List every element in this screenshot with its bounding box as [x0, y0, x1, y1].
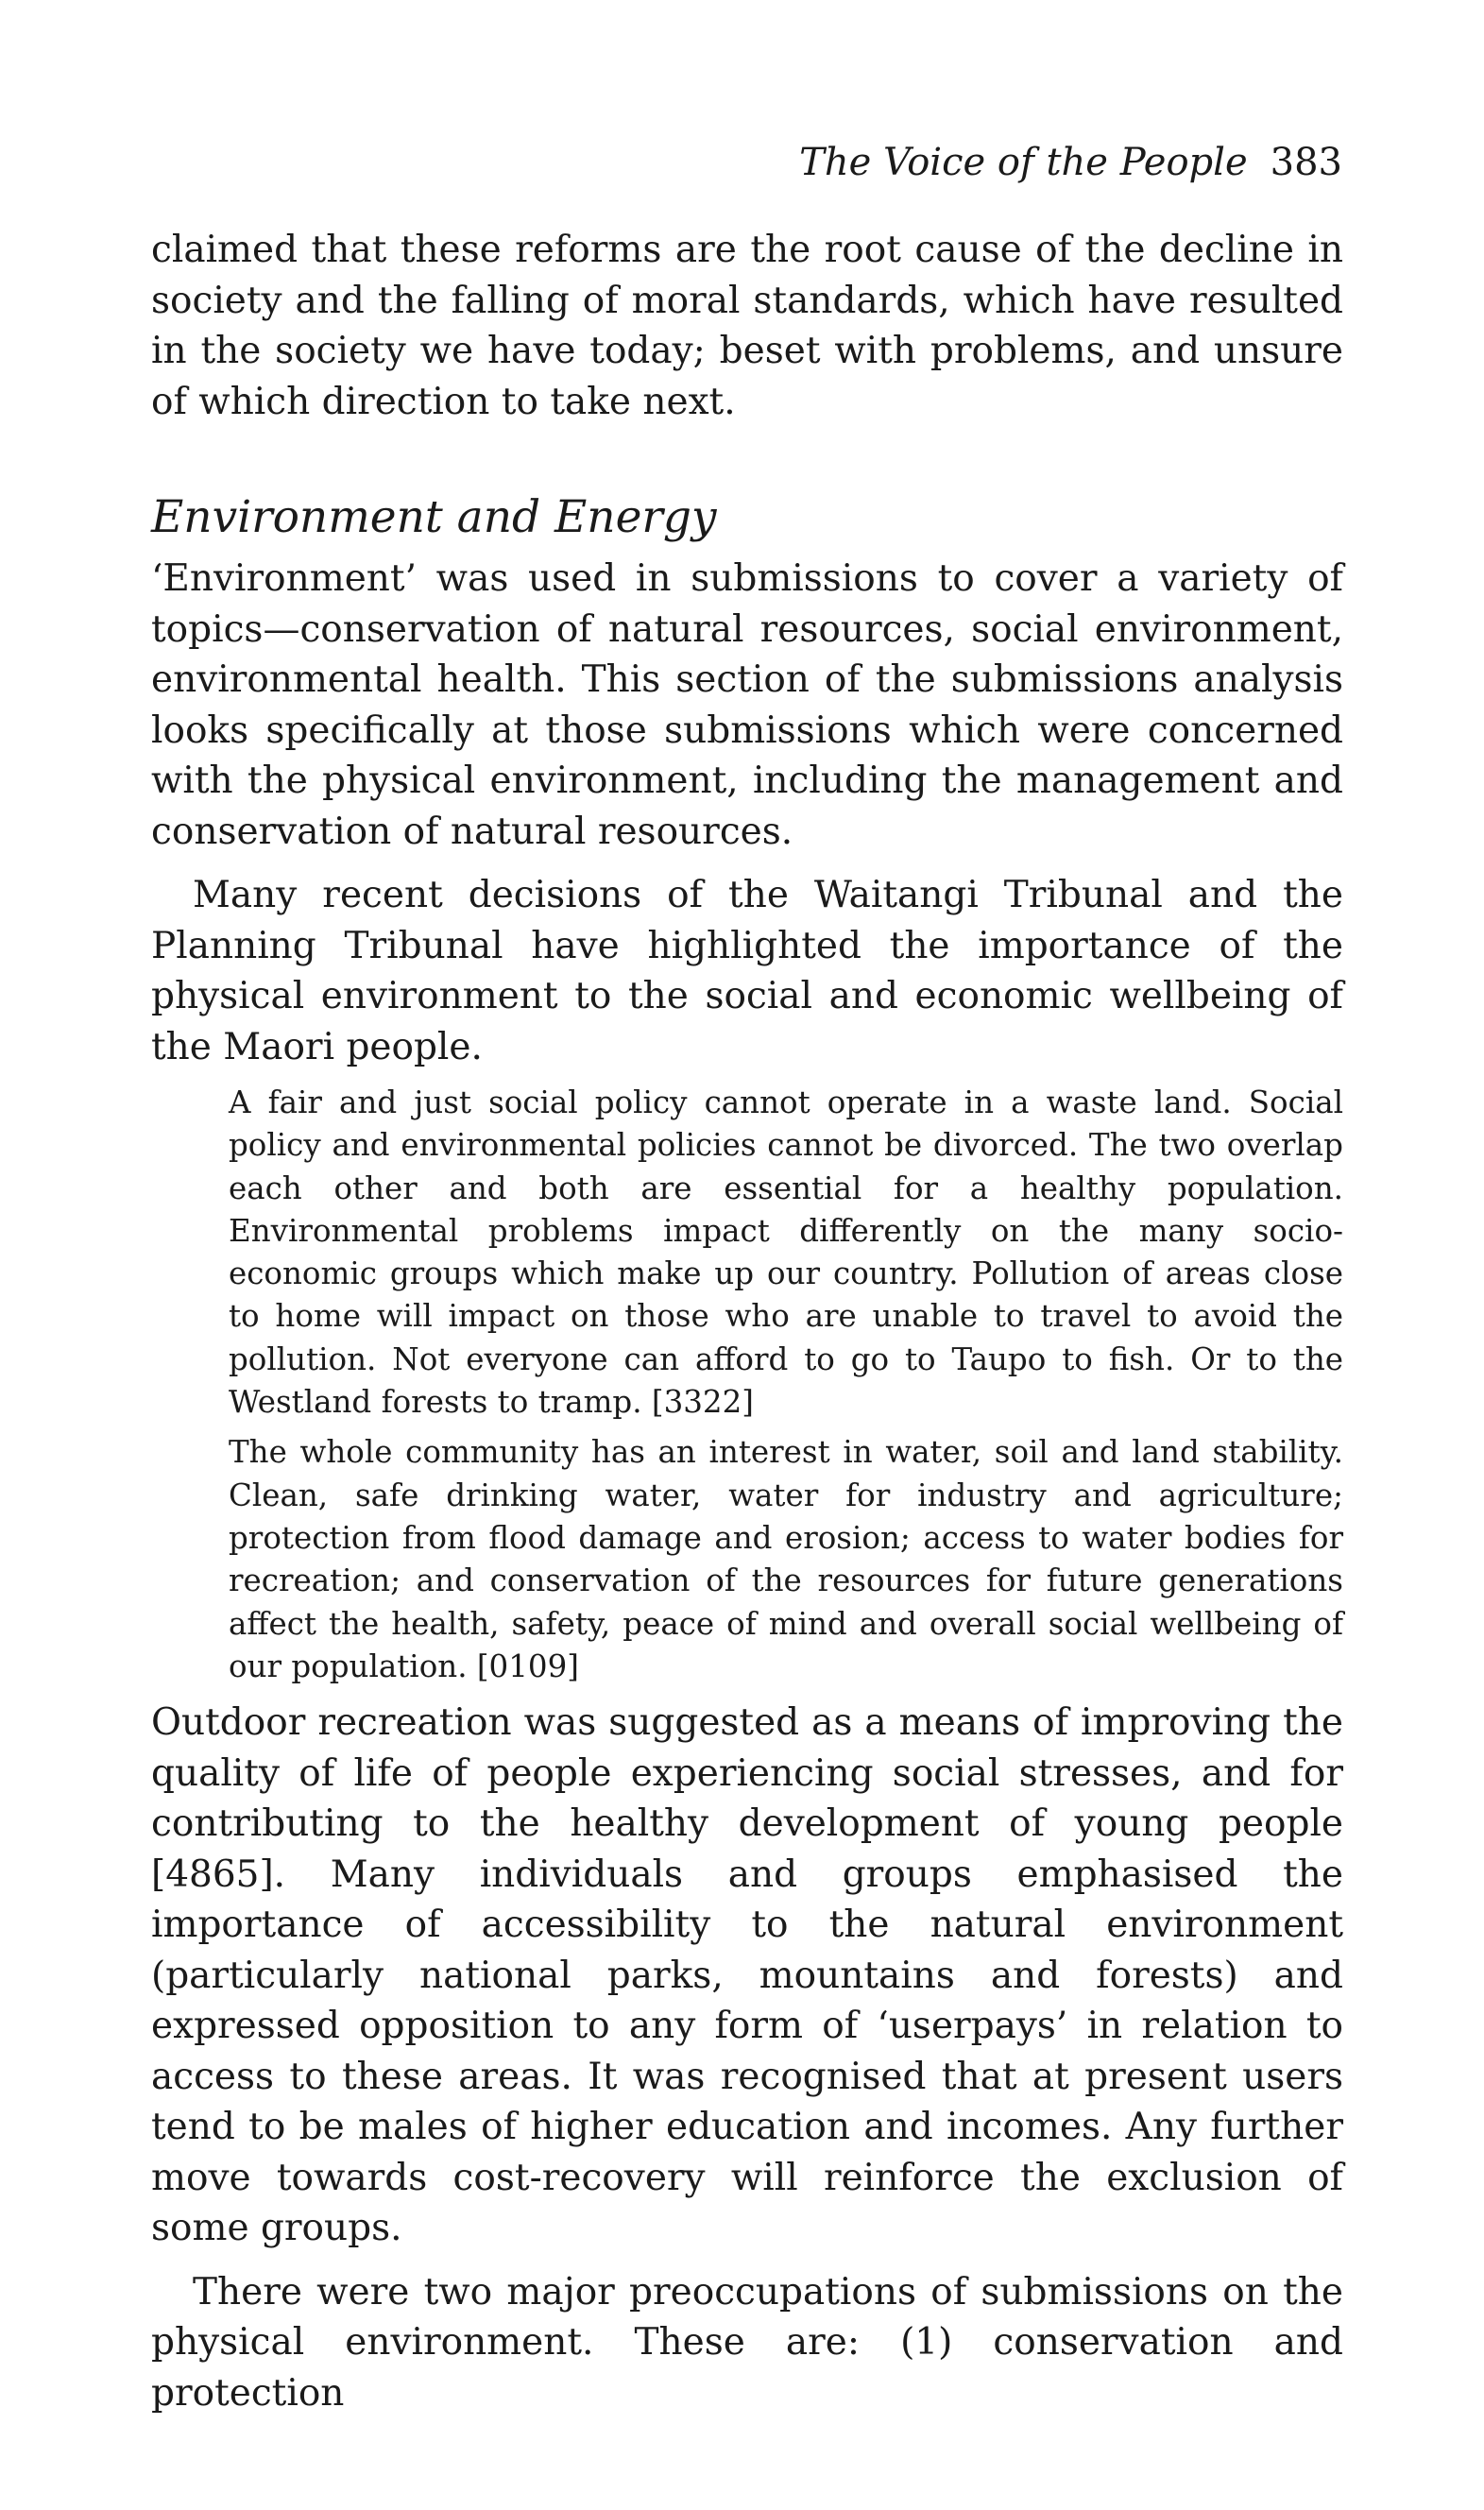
block-quote-3322: A fair and just social policy cannot operate in a waste land. Social policy and environmental policies cannot be divorced. The two overlap each other and both are essential for a healthy population. Environmental problems impact differently on the many socio-economic groups which make up our country. Pollution of areas close to home will impact on those who are unable to travel to avoid the pollution. Not everyone can afford to go to Taupo to fish. Or to the Westland forests to tramp. [3322] [229, 1084, 1343, 1421]
running-head [799, 140, 1342, 185]
page-body [151, 225, 1343, 2418]
paragraph-continued: claimed that these reforms are the root cause of the decline in society and the falling of moral standards, which have resulted in the society we have today; beset with problems, and unsure of which direction to take next. [151, 229, 1343, 423]
paragraph-tribunal: Many recent decisions of the Waitangi Tribunal and the Planning Tribunal have highlighted the importance of the physical environment to the social and economic wellbeing of the Maori people. [151, 874, 1343, 1068]
paragraph-preoccupations: There were two major preoccupations of submissions on the physical environment. These are: (1) conservation and protection [151, 2270, 1343, 2415]
page-number: 383 [1270, 141, 1342, 184]
paragraph-recreation: Outdoor recreation was suggested as a means of improving the quality of life of people experiencing social stresses, and for contributing to the healthy development of young people [4865]. Many individuals and groups emphasised the importance of accessibility to the natural environment (particularly national parks, mountains and forests) and expressed opposition to any form of ‘userpays’ in relation to access to these areas. It was recognised that at present users tend to be males of higher education and incomes. Any further move towards cost-recovery will reinforce the exclusion of some groups. [151, 1701, 1343, 2250]
running-title: The Voice of the People [799, 141, 1248, 184]
paragraph-environment: ‘Environment’ was used in submissions to cover a variety of topics—conservation of natural resources, social environment, environmental health. This section of the submissions analysis looks specifically at those submissions which were concerned with the physical environment, including the management and conservation of natural resources. [151, 557, 1343, 853]
section-heading: Environment and Energy [151, 491, 717, 543]
block-quote-0109: The whole community has an interest in water, soil and land stability. Clean, safe drinking water, water for industry and agriculture; protection from flood damage and erosion; access to water bodies for recreation; and conservation of the resources for future generations affect the health, safety, peace of mind and overall social wellbeing of our population. [0109] [229, 1434, 1343, 1684]
